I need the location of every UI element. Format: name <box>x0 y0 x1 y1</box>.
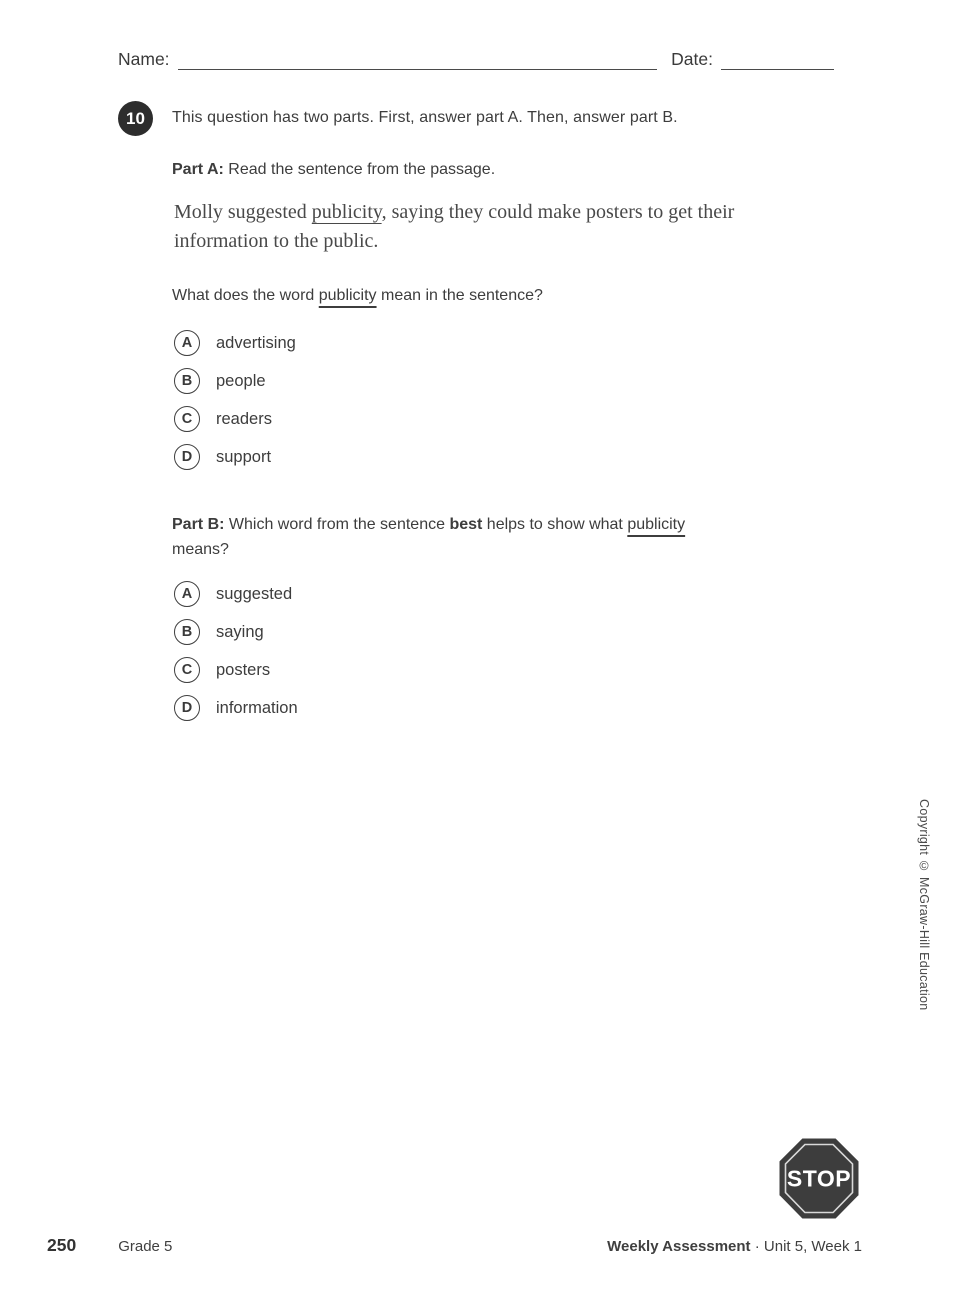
part-a-question <box>172 287 543 305</box>
answer-bubble-d[interactable] <box>174 695 200 721</box>
answer-bubble-c[interactable] <box>174 657 200 683</box>
option-letter: A <box>181 586 193 602</box>
page-number: 250 <box>47 1235 77 1255</box>
part-a-options <box>174 324 296 476</box>
stop-label: STOP <box>786 1165 852 1192</box>
option-text: readers <box>216 409 272 428</box>
part-a-question-pre: What does the word <box>172 287 319 304</box>
name-label: Name: <box>118 49 170 69</box>
footer-separator: · <box>750 1238 764 1255</box>
answer-bubble-a[interactable] <box>174 330 200 356</box>
question-number-badge <box>118 101 153 136</box>
answer-bubble-b[interactable] <box>174 368 200 394</box>
part-b-line2: means? <box>172 541 229 558</box>
part-b-option-c[interactable] <box>174 651 298 689</box>
part-b-option-d[interactable] <box>174 689 298 727</box>
answer-bubble-b[interactable] <box>174 619 200 645</box>
date-label: Date: <box>671 49 713 69</box>
answer-bubble-a[interactable] <box>174 581 200 607</box>
part-a-option-c[interactable] <box>174 400 296 438</box>
option-text: advertising <box>216 333 296 352</box>
option-letter: C <box>181 411 193 427</box>
part-a-heading <box>172 157 495 182</box>
part-a-option-a[interactable] <box>174 324 296 362</box>
passage-underlined-word: publicity <box>311 201 382 223</box>
part-b-underlined-word: publicity <box>627 516 686 533</box>
answer-bubble-d[interactable] <box>174 444 200 470</box>
part-a-question-underlined-word: publicity <box>318 287 377 304</box>
footer-left <box>47 1235 172 1256</box>
question-instruction: This question has two parts. First, answer part A. Then, answer part B. <box>172 109 678 126</box>
option-letter: D <box>181 449 193 465</box>
option-text: posters <box>216 660 271 679</box>
option-letter: B <box>181 624 193 640</box>
option-text: information <box>216 698 298 717</box>
header-row <box>118 46 834 70</box>
copyright-text: Copyright © McGraw-Hill Education <box>917 799 931 1011</box>
passage-line2: information to the public. <box>174 229 379 252</box>
part-b-heading <box>172 512 822 562</box>
footer-right <box>607 1238 862 1255</box>
option-text: suggested <box>216 584 293 603</box>
part-b-option-b[interactable] <box>174 613 298 651</box>
part-b-label: Part B: <box>172 516 225 533</box>
part-a-option-d[interactable] <box>174 438 296 476</box>
part-b-mid: helps to show what <box>482 516 628 533</box>
option-letter: C <box>181 662 193 678</box>
option-text: saying <box>216 622 264 641</box>
part-b-option-a[interactable] <box>174 575 298 613</box>
footer-title: Weekly Assessment <box>607 1238 751 1255</box>
part-b-bold-word: best <box>449 516 483 533</box>
passage-post: , saying they could make posters to get their <box>381 201 735 223</box>
option-text: support <box>216 447 272 466</box>
question-number: 10 <box>126 108 145 128</box>
answer-bubble-c[interactable] <box>174 406 200 432</box>
footer-unit: Unit 5, Week 1 <box>763 1238 862 1255</box>
passage-text <box>174 198 834 255</box>
grade-label: Grade 5 <box>118 1238 173 1255</box>
name-input-line[interactable] <box>178 46 658 70</box>
option-letter: B <box>181 373 193 389</box>
date-input-line[interactable] <box>721 46 834 70</box>
option-text: people <box>216 371 266 390</box>
part-a-label: Part A: <box>172 161 224 178</box>
part-a-question-post: mean in the sentence? <box>376 287 543 304</box>
option-letter: A <box>181 335 193 351</box>
part-b-pre: Which word from the sentence <box>224 516 450 533</box>
part-a-option-b[interactable] <box>174 362 296 400</box>
passage-pre: Molly suggested <box>174 201 312 223</box>
option-letter: D <box>181 700 193 716</box>
stop-sign-icon <box>779 1138 859 1219</box>
part-a-prompt: Read the sentence from the passage. <box>223 161 496 178</box>
part-b-options <box>174 575 298 727</box>
